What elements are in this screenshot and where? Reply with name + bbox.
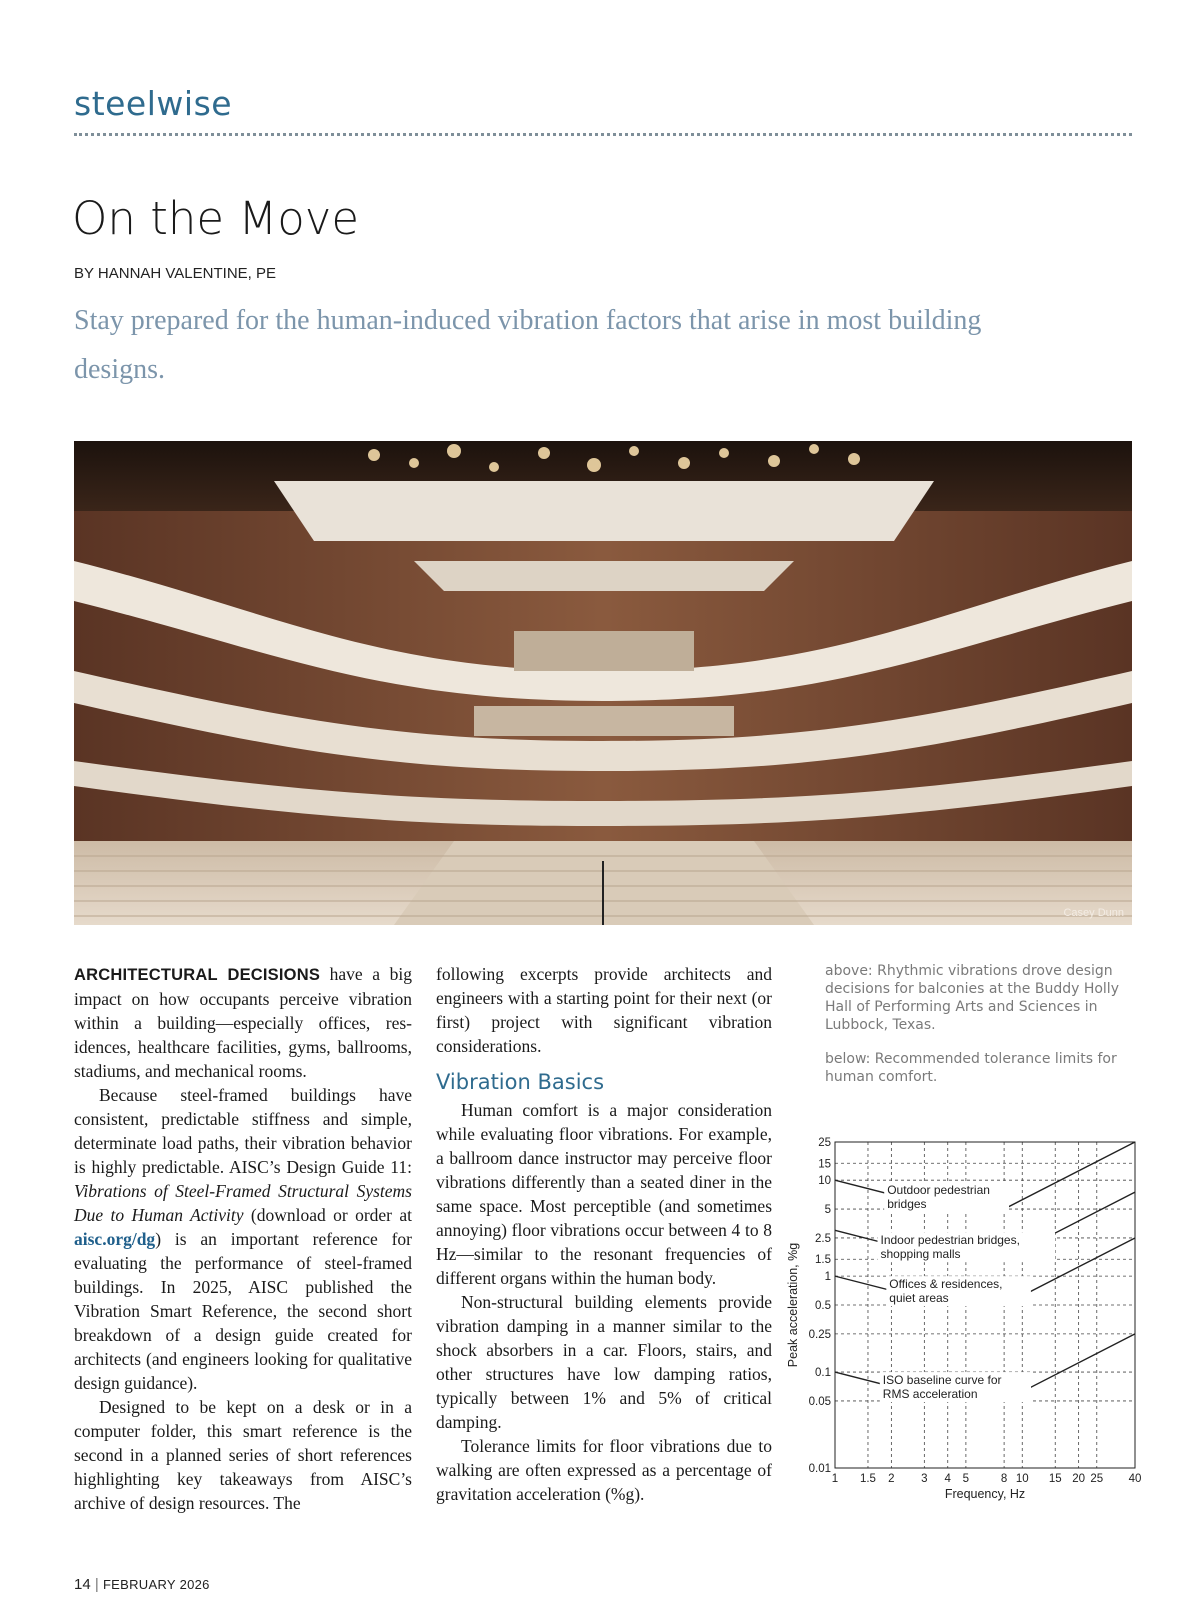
page-footer <box>74 1576 210 1593</box>
caption-above: above: Rhythmic vibrations drove design decisions for balconies at the Buddy Holly Hall of Performing Arts and Sciences in Lubbock, Texas. <box>825 963 1119 1033</box>
series-label: ISO baseline curve for <box>882 1373 1002 1388</box>
paragraph <box>74 1083 412 1395</box>
y-tick-label: 2.5 <box>815 1232 831 1245</box>
y-tick-label: 15 <box>818 1158 831 1171</box>
caption-below: below: Recommended tolerance limits for human comfort. <box>825 1051 1117 1085</box>
y-tick-label: 10 <box>818 1175 831 1188</box>
lead-in: ARCHITECTURAL DECISIONS <box>74 966 321 984</box>
x-tick-label: 40 <box>1128 1473 1142 1485</box>
body-column-2 <box>436 962 772 1506</box>
section-tag: steelwise <box>74 84 233 123</box>
x-tick-label: 1 <box>831 1473 839 1485</box>
paragraph-text: have a big impact on how occupants perceive vibration within a building—especially offices, residences, healthcare facilities, gyms, ballrooms, stadiums, and mechanical rooms. <box>74 964 412 1081</box>
x-tick-label: 1.5 <box>859 1473 876 1485</box>
series-label: Indoor pedestrian bridges, <box>880 1233 1020 1248</box>
x-tick-label: 10 <box>1015 1473 1029 1485</box>
article-title: On the Move <box>72 192 360 245</box>
paragraph: Non-structural building elements provide vibration damping in a manner similar to the shock absorbers in a car. Floors, stairs, and other structures have low damping ratios, typically between 1% and 5% of critical damping. <box>436 1292 772 1432</box>
y-tick-label: 0.05 <box>808 1395 831 1408</box>
paragraph <box>74 962 412 1083</box>
concert-hall-illustration <box>74 441 1132 925</box>
paragraph: Designed to be kept on a desk or in a computer folder, this smart reference is the second in a planned series of short references highlighting key takeaways from AISC’s archive of design resources. The <box>74 1397 412 1513</box>
paragraph-text: ) is an important reference for evaluating the performance of steel-framed buildings. In 2025, AISC published the Vibration Smart Reference, the second short breakdown of a design guide created for architects (and engineers looking for qualitative design guidance). <box>74 1229 412 1393</box>
x-tick-label: 20 <box>1072 1473 1086 1485</box>
y-axis-label: Peak acceleration, %g <box>786 1242 800 1368</box>
x-axis-label: Frequency, Hz <box>944 1487 1026 1501</box>
subhead-vibration-basics: Vibration Basics <box>436 1070 605 1094</box>
tolerance-chart <box>780 1130 1150 1510</box>
paragraph: Human comfort is a major consideration while evaluating floor vibrations. For example, a ballroom dance instructor may perceive floor vibrations differently than a seated diner in the same space. Most perceptible (and sometimes annoying) floor vibrations occur between 4 to 8 Hz—similar to the resonant frequencies of different organs within the human body. <box>436 1100 772 1288</box>
page-number: 14 <box>74 1576 91 1593</box>
aisc-dg-link[interactable]: aisc.org/dg <box>74 1229 156 1249</box>
paragraph: Tolerance limits for floor vibrations due to walking are often expressed as a percentage of gravitation acceleration (%g). <box>436 1436 772 1504</box>
y-tick-label: 1 <box>824 1271 831 1284</box>
x-tick-label: 15 <box>1048 1473 1062 1485</box>
x-tick-label: 8 <box>1000 1473 1008 1485</box>
y-tick-label: 25 <box>818 1137 831 1149</box>
y-tick-label: 0.1 <box>815 1367 831 1380</box>
y-tick-label: 0.5 <box>815 1300 831 1312</box>
y-tick-label: 1.5 <box>815 1254 831 1267</box>
byline: BY HANNAH VALENTINE, PE <box>74 265 277 282</box>
paragraph: following excerpts provide architects and engineers with a starting point for their next (or first) project with significant vibration considerations. <box>436 964 772 1056</box>
series-label: shopping malls <box>880 1247 961 1262</box>
x-tick-label: 2 <box>888 1473 895 1485</box>
concert-hall-photo <box>74 441 1132 925</box>
body-column-1 <box>74 962 412 1515</box>
header-divider <box>74 133 1132 136</box>
photo-credit: Casey Dunn <box>1063 907 1124 919</box>
issue-date: FEBRUARY 2026 <box>102 1577 210 1592</box>
series-label: Outdoor pedestrian <box>887 1182 990 1197</box>
paragraph-text: Because steel-framed buildings have consistent, predictable stiffness and simple, determinate load paths, their vibration behavior is highly predictable. AISC’s Design Guide 11: <box>74 1085 412 1177</box>
series-label: RMS acceleration <box>882 1387 978 1402</box>
series-label: Offices & residences, <box>889 1277 1003 1292</box>
design-guide-title: Vibrations of Steel-Framed Structural Systems Due to Human Activity <box>74 1181 412 1225</box>
y-tick-label: 5 <box>824 1204 831 1217</box>
y-tick-label: 0.25 <box>808 1328 831 1341</box>
article-deck: Stay prepared for the human-induced vibration factors that arise in most building designs. <box>74 305 982 385</box>
paragraph-text: (download or order at <box>243 1205 412 1225</box>
series-label: quiet areas <box>889 1291 949 1306</box>
x-tick-label: 25 <box>1090 1473 1104 1485</box>
footer-separator: | <box>94 1576 99 1593</box>
x-tick-label: 3 <box>921 1473 928 1485</box>
tolerance-chart-svg <box>780 1130 1150 1510</box>
x-tick-label: 4 <box>944 1473 951 1485</box>
y-tick-label: 0.01 <box>808 1463 831 1475</box>
series-label: bridges <box>887 1196 927 1211</box>
x-tick-label: 5 <box>962 1473 970 1485</box>
